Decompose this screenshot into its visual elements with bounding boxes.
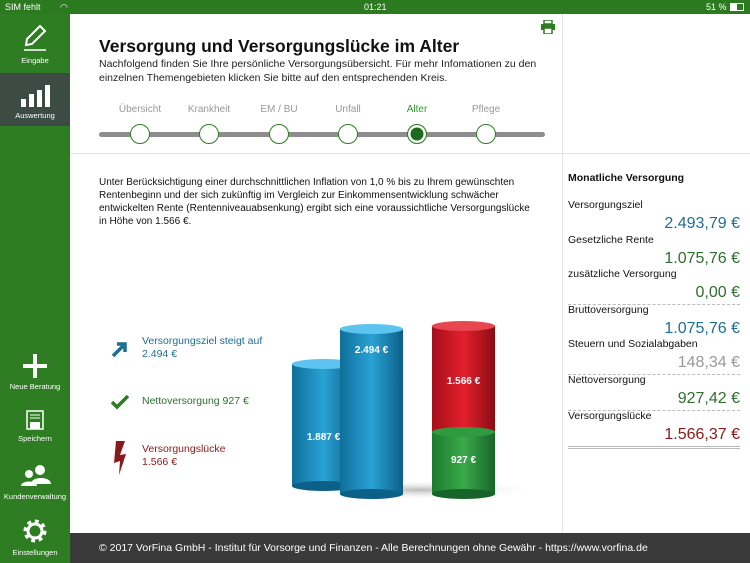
save-icon xyxy=(26,410,44,430)
users-icon xyxy=(19,464,51,488)
row-bruttoversorgung: Bruttoversorgung 1.075,76 € xyxy=(568,304,740,337)
bar-current-label: 1.887 € xyxy=(306,432,341,443)
step-krankheit[interactable]: Krankheit xyxy=(179,104,239,144)
gear-icon xyxy=(22,518,48,544)
intro-text: Nachfolgend finden Sie Ihre persönliche Versorgungsübersicht. Für mehr Infomationen zu den einzelnen Themengebieten klicken Sie bitte auf den entsprechenden Kreis. xyxy=(99,58,537,84)
print-icon[interactable] xyxy=(541,20,555,34)
step-em-bu[interactable]: EM / BU xyxy=(249,104,309,144)
checkmark-icon xyxy=(110,394,130,410)
carrier: SIM fehlt xyxy=(5,2,41,12)
sidebar-item-speichern[interactable]: Speichern xyxy=(0,410,70,443)
legend-gap: Versorgungslücke 1.566 € xyxy=(110,443,225,469)
sidebar xyxy=(0,14,70,563)
row-gesetzliche-rente: Gesetzliche Rente 1.075,76 € xyxy=(568,234,740,267)
page-title: Versorgung und Versorgungslücke im Alter xyxy=(99,36,460,56)
row-versorgungsluecke: Versorgungslücke 1.566,37 € xyxy=(568,410,740,449)
step-unfall[interactable]: Unfall xyxy=(318,104,378,144)
row-steuern: Steuern und Sozialabgaben 148,34 € xyxy=(568,338,740,375)
bar-chart-icon xyxy=(20,85,50,107)
bar-net-gap xyxy=(432,321,495,499)
step-uebersicht[interactable]: Übersicht xyxy=(110,104,170,144)
arrow-up-right-icon xyxy=(110,340,128,358)
plus-icon xyxy=(23,354,47,378)
wifi-icon: ◠ xyxy=(60,2,68,12)
bar-target-label: 2.494 € xyxy=(354,345,389,356)
sidebar-item-kundenverwaltung[interactable]: Kundenverwaltung xyxy=(0,464,70,501)
pencil-icon xyxy=(22,24,48,52)
topic-stepper xyxy=(99,104,545,149)
status-bar xyxy=(0,0,750,14)
summary-text: Unter Berücksichtigung einer durchschnittlichen Inflation von 1,0 % bis zu Ihrem gewünschten Rentenbeginn und der sich zukünftig im Vergleich zur Einkommensentwicklung schwächer entwickelten Rente (Rentenniveauabsenkung) ergibt sich eine voraussichtliche Versorgungslücke in Höhe von 1.566 €. xyxy=(99,177,530,227)
legend-net: Nettoversorgung 927 € xyxy=(110,395,249,408)
battery-level: 51 % xyxy=(706,2,727,12)
sidebar-item-einstellungen[interactable]: Einstellungen xyxy=(0,518,70,557)
sidebar-item-neue-beratung[interactable]: Neue Beratung xyxy=(0,354,70,391)
step-alter[interactable]: Alter xyxy=(387,104,447,144)
legend-target: Versorgungsziel steigt auf 2.494 € xyxy=(110,335,262,361)
panel-title: Monatliche Versorgung xyxy=(568,172,685,184)
pension-chart xyxy=(280,304,540,514)
bar-gap-label: 1.566 € xyxy=(446,376,481,387)
footer: © 2017 VorFina GmbH - Institut für Vorsorge und Finanzen - Alle Berechnungen ohne Gewähr - https://www.vorfina.de xyxy=(70,533,750,563)
clock: 01:21 xyxy=(364,2,387,12)
sidebar-item-eingabe[interactable]: Eingabe xyxy=(0,24,70,79)
bar-net-label: 927 € xyxy=(450,455,477,466)
main-content xyxy=(70,14,562,533)
lightning-icon xyxy=(110,441,130,477)
row-versorgungsziel: Versorgungsziel 2.493,79 € xyxy=(568,199,740,232)
bar-target xyxy=(340,324,403,499)
row-nettoversorgung: Nettoversorgung 927,42 € xyxy=(568,374,740,411)
battery-icon xyxy=(730,3,744,11)
row-zusaetzliche-versorgung: zusätzliche Versorgung 0,00 € xyxy=(568,268,740,305)
sidebar-item-auswertung[interactable]: Auswertung xyxy=(0,73,70,126)
monthly-panel xyxy=(562,14,750,533)
step-pflege[interactable]: Pflege xyxy=(456,104,516,144)
